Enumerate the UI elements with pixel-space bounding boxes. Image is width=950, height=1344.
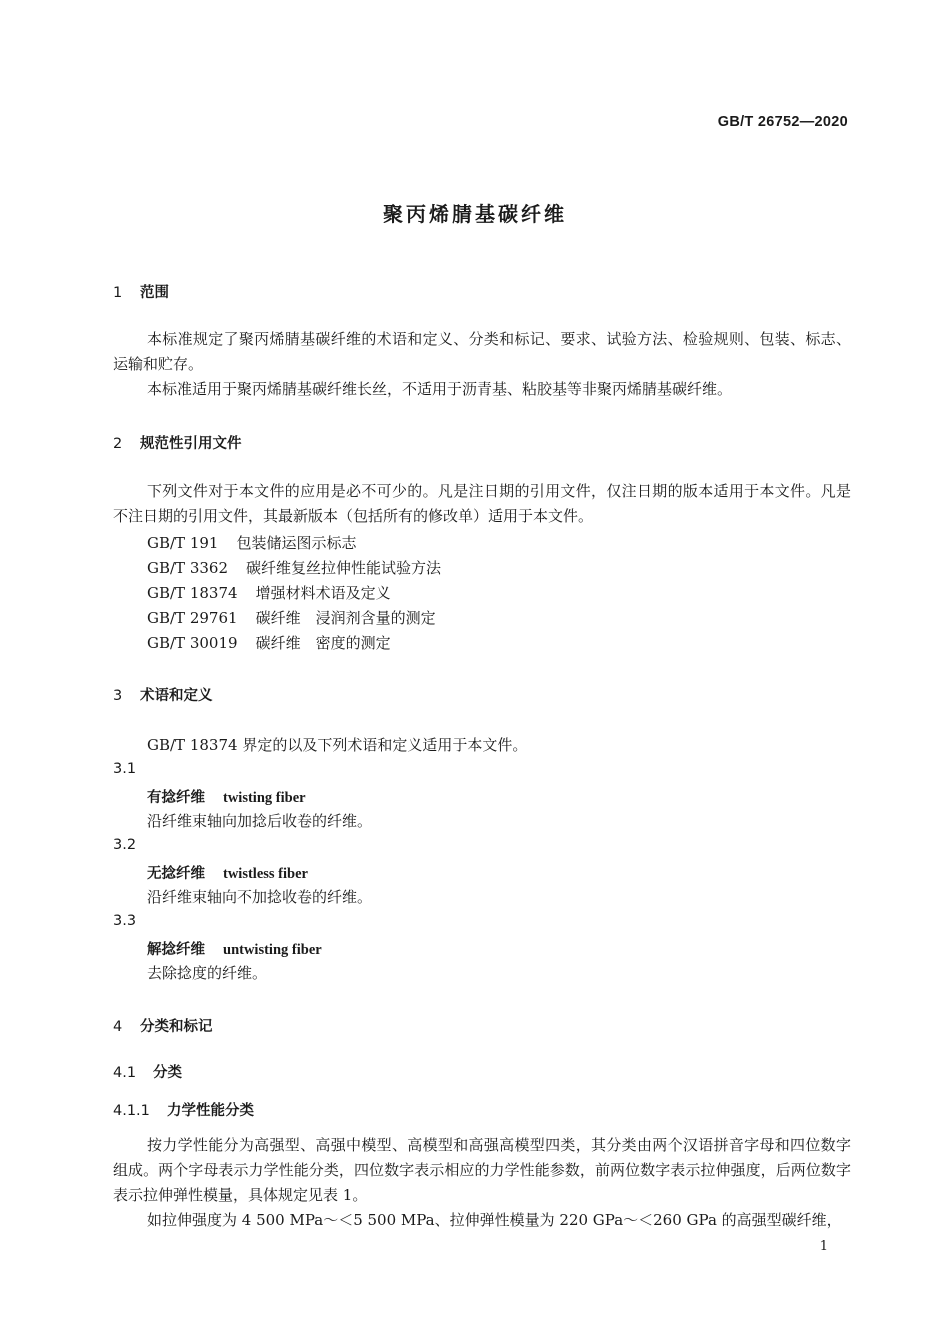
section-3-heading — [113, 684, 213, 705]
term-chinese: 有捻纤维 — [147, 790, 205, 806]
section-title: 规范性引用文件 — [140, 436, 242, 452]
term-english: twisting fiber — [223, 790, 306, 806]
reference-item — [147, 582, 391, 603]
section-number: 4 — [113, 1019, 123, 1035]
reference-code: GB/T 29761 — [147, 609, 238, 627]
classification-paragraph: 按力学性能分为高强型、高强中模型、高模型和高强高模型四类，其分类由两个汉语拼音字母和四位数字组成。两个字母表示力学性能分类，四位数字表示相应的力学性能参数，前两位数字表示拉伸强度，后两位数字表示拉伸弹性模量，具体规定见表 1。 — [113, 1136, 851, 1204]
section-number: 1 — [113, 285, 123, 301]
reference-title: 碳纤维 浸润剂含量的测定 — [255, 609, 436, 627]
classification-example: 如拉伸强度为 4 500 MPa～＜5 500 MPa、拉伸弹性模量为 220 GPa～＜260 GPa 的高强型碳纤维， — [147, 1211, 842, 1229]
section-4-heading — [113, 1015, 213, 1036]
reference-item — [147, 532, 356, 553]
term-definition: 去除捻度的纤维。 — [147, 964, 268, 982]
reference-item — [147, 607, 436, 628]
reference-title: 包装储运图示标志 — [236, 534, 357, 552]
page-number: 1 — [819, 1239, 828, 1254]
term-number: 3.3 — [113, 913, 137, 929]
normative-references-intro: 下列文件对于本文件的应用是必不可少的。凡是注日期的引用文件，仅注日期的版本适用于本文件。凡是不注日期的引用文件，其最新版本（包括所有的修改单）适用于本文件。 — [113, 482, 851, 525]
section-title: 分类和标记 — [140, 1019, 213, 1035]
standard-code: GB/T 26752—2020 — [717, 114, 848, 130]
section-2-heading — [113, 432, 242, 453]
term-chinese: 无捻纤维 — [147, 866, 205, 882]
reference-title: 碳纤维 密度的测定 — [255, 634, 391, 652]
term-number: 3.1 — [113, 761, 137, 777]
section-title: 力学性能分类 — [167, 1103, 254, 1119]
subsection-4-1-1-heading — [113, 1099, 254, 1120]
scope-paragraph-2: 本标准适用于聚丙烯腈基碳纤维长丝，不适用于沥青基、粘胶基等非聚丙烯腈基碳纤维。 — [147, 380, 733, 398]
term-english: untwisting fiber — [223, 942, 322, 958]
section-title: 术语和定义 — [140, 688, 213, 704]
section-title: 范围 — [140, 285, 169, 301]
reference-item — [147, 557, 441, 578]
terms-intro: GB/T 18374 界定的以及下列术语和定义适用于本文件。 — [147, 736, 528, 754]
document-title: 聚丙烯腈基碳纤维 — [383, 202, 567, 226]
section-number: 2 — [113, 436, 123, 452]
subsection-4-1-heading — [113, 1061, 182, 1082]
term-number: 3.2 — [113, 837, 137, 853]
term-title — [147, 938, 322, 959]
reference-title: 增强材料术语及定义 — [255, 584, 391, 602]
reference-item — [147, 632, 391, 653]
term-title — [147, 862, 308, 883]
section-1-heading — [113, 281, 169, 302]
reference-title: 碳纤维复丝拉伸性能试验方法 — [246, 559, 442, 577]
term-english: twistless fiber — [223, 866, 308, 882]
reference-code: GB/T 18374 — [147, 584, 238, 602]
scope-paragraph-1: 本标准规定了聚丙烯腈基碳纤维的术语和定义、分类和标记、要求、试验方法、检验规则、包装、标志、运输和贮存。 — [113, 330, 851, 373]
section-title: 分类 — [153, 1065, 182, 1081]
section-number: 4.1 — [113, 1065, 137, 1081]
reference-code: GB/T 191 — [147, 534, 219, 552]
term-definition: 沿纤维束轴向加捻后收卷的纤维。 — [147, 812, 373, 830]
reference-code: GB/T 3362 — [147, 559, 229, 577]
section-number: 4.1.1 — [113, 1103, 150, 1119]
reference-code: GB/T 30019 — [147, 634, 238, 652]
term-chinese: 解捻纤维 — [147, 942, 205, 958]
section-number: 3 — [113, 688, 123, 704]
term-title — [147, 786, 306, 807]
term-definition: 沿纤维束轴向不加捻收卷的纤维。 — [147, 888, 373, 906]
